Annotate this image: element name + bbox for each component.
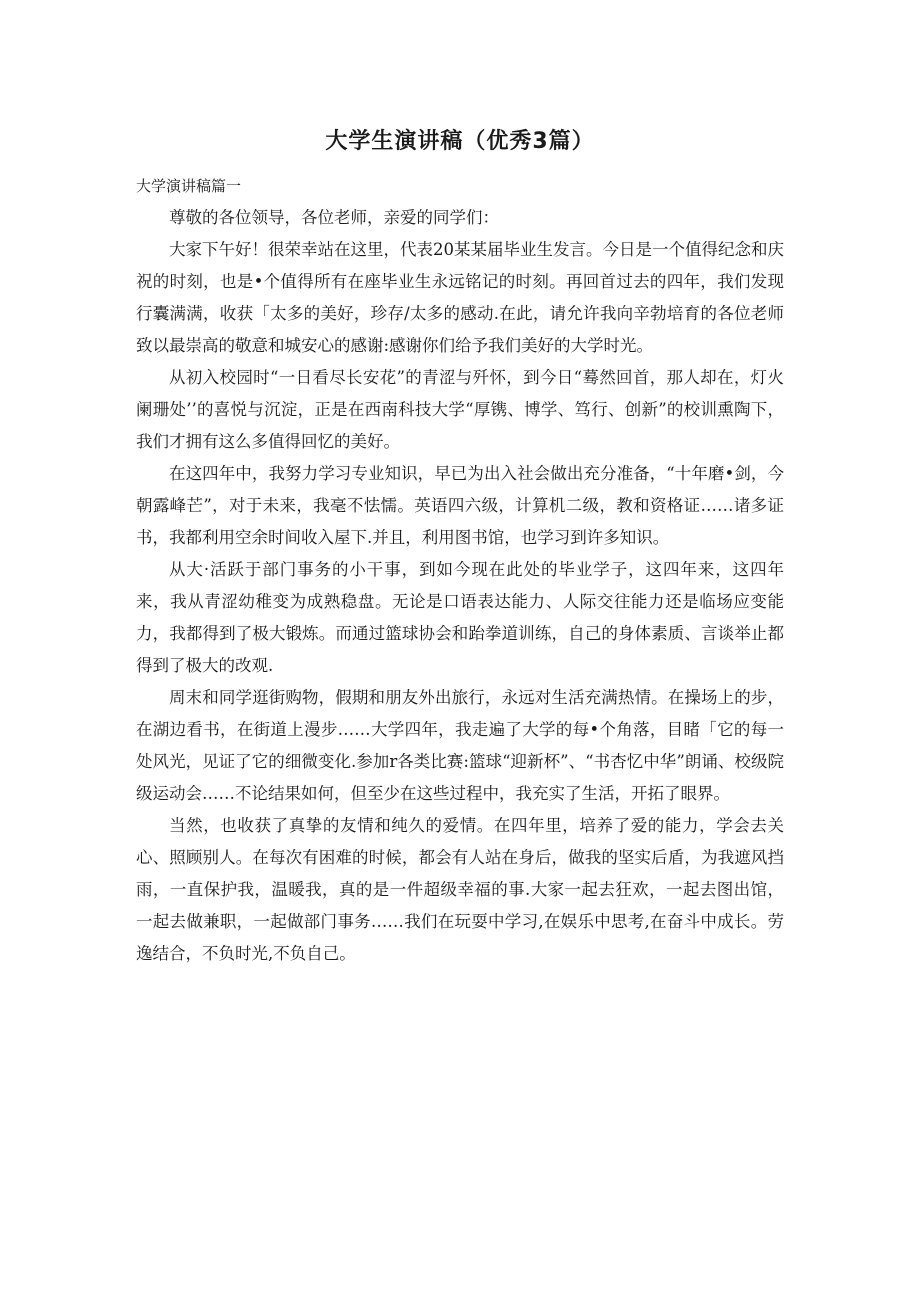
paragraph-opening: 大家下午好！很荣幸站在这里，代表20某某届毕业生发言。今日是一个值得纪念和庆祝的时刻，也是•个值得所有在座毕业生永远铭记的时刻。再回首过去的四年，我们发现行囊满满，收获「太多的美好，珍存/太多的感动.在此，请允许我向辛勃培育的各位老师致以最崇高的敬意和城安心的感谢:感谢你们给予我们美好的大学时光。 xyxy=(136,240,784,355)
paragraph-campus: 从初入校园时“一日看尽长安花”的青涩与歼怀，到今日“蓦然回首，那人却在，灯火阑珊处’’的喜悦与沉淀，正是在西南科技大学“厚镌、博学、笃行、创新”的校训熏陶下，我们才拥有这么多值得回忆的美好。 xyxy=(136,368,784,451)
paragraph-growth: 从大·活跃于部门事务的小干事，到如今现在此处的毕业学子，这四年来，这四年来，我从青涩幼稚变为成熟稳盘。无论是口语表达能力、人际交往能力还是临场应变能力，我都得到了极大锻炼。而通过篮球协会和跆拳道训练，自己的身体素质、言谈举止都得到了极大的改观. xyxy=(136,560,784,675)
document-body xyxy=(136,170,784,970)
paragraph-life: 周末和同学逛街购物，假期和朋友外出旅行，永远对生活充满热情。在操场上的步，在湖边看书，在街道上漫步……大学四年，我走遍了大学的每•个角落，目睹「它的每一处风光，见证了它的细微变化.参加r各类比赛:篮球“迎新杯”、“书杏忆中华”朗诵、校级院级运动会……不论结果如何，但至少在这些过程中，我充实了生活，开拓了眼界。 xyxy=(136,688,784,803)
paragraph-friendship: 当然，也收获了真挚的友情和纯久的爱情。在四年里，培养了爱的能力，学会去关心、照顾别人。在每次有困难的时候，都会有人站在身后，做我的坚实后盾，为我遮风挡雨，一直保护我，温暖我，真的是一件超级幸福的事.大家一起去狂欢，一起去图出馆，一起去做兼职，一起做部门事务……我们在玩耍中学习,在娱乐中思考,在奋斗中成长。劳逸结合，不负时光,不负自己。 xyxy=(136,816,784,963)
paragraph-study: 在这四年中，我努力学习专业知识，早已为出入社会做出充分准备，“十年磨•剑，今朝露峰芒”，对于未来，我毫不怯懦。英语四六级，计算机二级，教和资格证……诸多证书，我都利用空余时间收入屋下.并且，利用图书馆，也学习到许多知识。 xyxy=(136,464,784,547)
document-title: 大学生演讲稿（优秀3篇） xyxy=(325,129,595,154)
section-heading: 大学演讲稿篇一 xyxy=(136,177,242,195)
paragraph-greeting: 尊敬的各位领导，各位老师，亲爱的同学们： xyxy=(169,208,499,227)
